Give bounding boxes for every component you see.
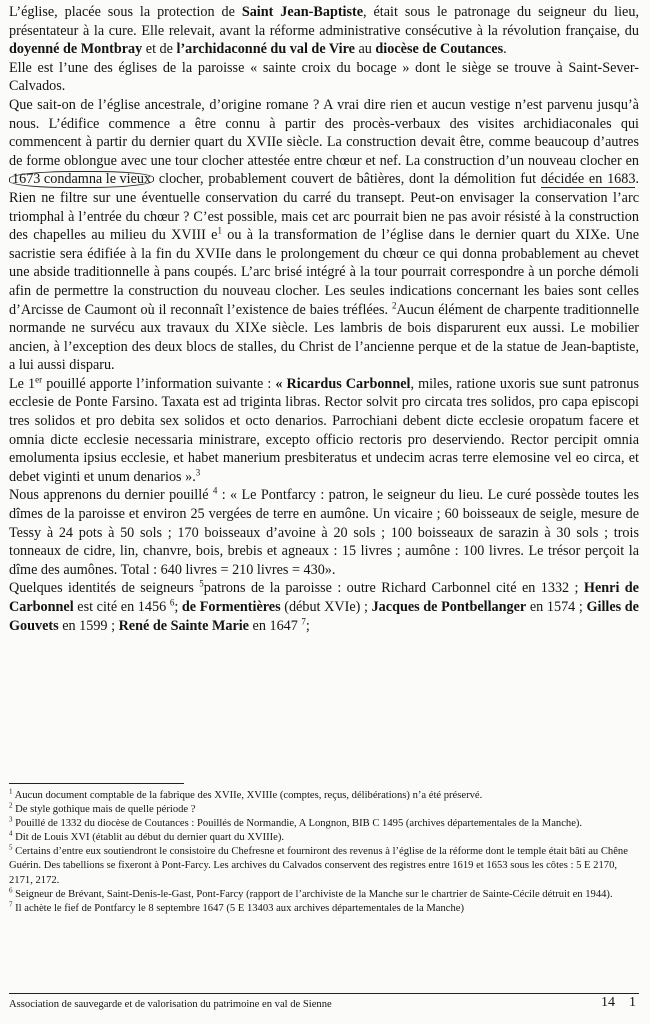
paragraph [9,375,639,487]
footnote-ref: 1 [217,225,222,236]
footnote-ref: er [35,374,43,385]
bold-text: l’archidaconné du val de Vire [176,41,355,58]
footnote [9,831,639,845]
footer-separator [9,993,639,994]
footnote [9,888,639,902]
bold-text: diocèse de Coutances [375,41,504,58]
text-run: et de [142,41,177,58]
footnote-number: 6 [9,886,13,895]
text-run: ; [305,617,310,634]
text-run: Aucun élément de charpente traditionnelle normande ne survécu aux travaux du XIXe siècle. Les lambris de bois disparurent eux aussi. Le mobilier ancien, à l’exception des deux blocs de stalles, du Christ de l’ancienne perque et de la statue de Jean-baptiste, a lui aussi disparu. [9,301,639,374]
text-run: ou à la transformation de l’église dans le dernier quart du XIXe. Une sacristie sera édifiée à la fin du XVIIe dans le prolongement du chœur ce qui donna probablement au chevet une abside traditionnelle à pans coupés. L’arc brisé intégré à la tour pourrait correspondre à un porche démoli afin de permettre la construction du nouveau clocher. Les seules indications concernant les baies sont celles d’Arcisse de Caumont où il reconnaît l’existence de baies tréflées. [9,227,639,318]
bold-text: doyenné de Montbray [9,41,143,58]
footnote-text: Pouillé de 1332 du diocèse de Coutances : Pouillés de Normandie, A Longnon, BIB C 1495 (archives départementales de la Manche). [12,818,583,830]
page-number: 14 [601,995,615,1010]
text-run: est cité en 1456 [73,599,170,615]
footnote-text: Il achète le fief de Pontfarcy le 8 septembre 1647 (5 E 13403 aux archives départementales de la Manche) [12,902,465,914]
text-run: en 1574 ; [526,599,587,615]
paragraph [9,3,639,59]
footnote-number: 3 [9,815,13,824]
paragraph [9,59,639,96]
text-run: L’église, placée sous la protection de [9,4,242,20]
footnote [9,803,639,817]
footnote-ref: 4 [212,485,218,496]
footnote-ref: 7 [301,615,306,626]
footnote-text: De style gothique mais de quelle période ? [12,804,196,816]
footnote [9,817,639,831]
text-run: , était sous le patronage du seigneur du lieu, présentateur à la cure. Elle relevait, avant la réforme administrative consécutive à la révolution française, du [9,4,639,39]
paragraph [9,579,639,635]
bold-text: René de Sainte Marie [118,617,249,634]
footnote-ref: 6 [169,597,175,608]
footer-association: Association de sauvegarde et de valorisation du patrimoine en val de Sienne [9,999,332,1010]
text-run: : « Le Pontfarcy : patron, le seigneur du lieu. Le curé possède toutes les dîmes de la paroisse et environ 25 vergées de terre en aumône. Un vicaire ; 60 boisseaux de seigle, mesure de Tessy à 24 pots à 50 sols ; 170 boisseaux d’avoine à 20 sols ; 100 boisseaux de sarazin à 30 sols ; trois tonneaux de cidre, lin, chanvre, bois, brebis et agneaux : 15 livres ; aumône : 100 livres. Le trésor perçoit la dîme des aumônes. Total : 640 livres = 210 livres = 430». [9,487,639,578]
paragraph [9,486,639,579]
text-run: Elle est l’une des églises de la paroisse « sainte croix du bocage » dont le siège se trouve à Saint-Sever-Calvados. [9,59,639,95]
footnote [9,789,639,803]
text-run: pouillé apporte l’information suivante : [42,375,276,392]
footnotes [9,789,639,916]
footnote [9,845,639,887]
footnote-ref: 3 [195,467,201,478]
footnote-number: 7 [9,900,13,909]
text-run: Que sait-on de l’église ancestrale, d’origine romane ? A vrai dire rien et aucun vestige n’est parvenu jusqu’à nous. L’édifice commence a être connu à partir des procès-verbaux des visites archidiaconales qui commencent à partir du dernier quart du XVIIe siècle. La construction devait être, comme beaucoup d’autres de forme oblongue avec une tour clocher attestée entre chœur et nef. La construction d’un nouveau clocher en [9,96,639,169]
footnote [9,902,639,916]
footnote-number: 5 [9,843,13,852]
text-run: Nous apprenons du dernier pouillé [9,487,213,504]
footnote-text: Aucun document comptable de la fabrique des XVIIe, XVIIIe (comptes, reçus, délibérations) n’a été préservé. [12,790,483,801]
footnote-ref: 2 [391,299,397,310]
text-run: Quelques identités de seigneurs [9,580,200,597]
text-run: clocher, probablement couvert de bâtières, dont la démolition fut [154,171,541,188]
page-number-block [587,994,636,1012]
footnote-text: Dit de Louis XVI (établit au début du dernier quart du XVIIIe). [12,832,285,844]
paragraph [9,96,639,375]
footnote-number: 4 [9,829,13,838]
bold-text: Jacques de Pontbellanger [371,599,527,615]
text-run: 1673 condamna le vieux [9,171,154,188]
bold-text: « Ricardus Carbonnel [275,375,411,392]
text-run: patrons de la paroisse : outre Richard Carbonnel cité en 1332 ; [203,580,584,597]
page-suffix: 1 [629,995,636,1010]
main-text [9,3,639,635]
footnote-text: Seigneur de Brévant, Saint-Denis-le-Gast, Pont-Farcy (rapport de l’archiviste de la Manche sur le chartrier de Sainte-Cécile détruit en 1944). [12,888,613,900]
bold-text: Gilles de Gouvets [9,599,639,634]
text-run: en 1647 [248,617,302,634]
text-run: ; [174,599,182,615]
footnote-ref: 5 [199,578,204,589]
text-run: Le 1 [9,375,36,392]
bold-text: Saint Jean-Baptiste [241,4,364,20]
bold-text: Henri de Carbonnel [9,580,639,615]
footnote-separator [9,783,184,784]
footnote-number: 2 [9,801,13,810]
text-run: (début XVIe) ; [280,599,372,615]
text-run: en 1599 ; [58,617,119,634]
footnote-text: Certains d’entre eux soutiendront le consistoire du Chefresne et fourniront des revenus à l’église de la réforme dont le temple était bâti au Chêne Guérin. Des tabellions se fixeront à Pont-Farcy. Les archives du Calvados conservent des registres entre 1619 et 1653 sous les côtes : 5 E 2170, 2171, 2172. [9,846,628,886]
text-run: , miles, ratione uxoris sue sunt patronus ecclesie de Ponte Farsino. Taxata est ad triginta libras. Rector solvit pro circata tres solidos, pro capa episcopi tres solidos et pro debita sex solidos et octo denarios. Parrochiani debent dicte ecclesie oropatum facere et omnia dicte ecclesie necessaria ministrare, excepto officio rectoris pro deserviendo. Rector percipit omnia emolumenta ipsius ecclesie, et habet manerium presbiteratus et undecim acras terre elemosine vel eo circa, et debet viginti et unum denarios ». [9,375,639,485]
bold-text: de Formentières [181,599,281,615]
text-run: au [354,41,376,58]
footnote-number: 1 [9,787,13,796]
text-run: décidée en 1683 [540,171,636,188]
text-run: . [503,41,507,58]
text-run: . Rien ne filtre sur une éventuelle conservation du carré du transept. Peut-on envisager la conservation l’arc triomphal à l’entrée du chœur ? C’est possible, mais cet arc pourrait bien ne pas avoir résisté à la construction des chapelles au milieu du XVIII e [9,171,639,244]
